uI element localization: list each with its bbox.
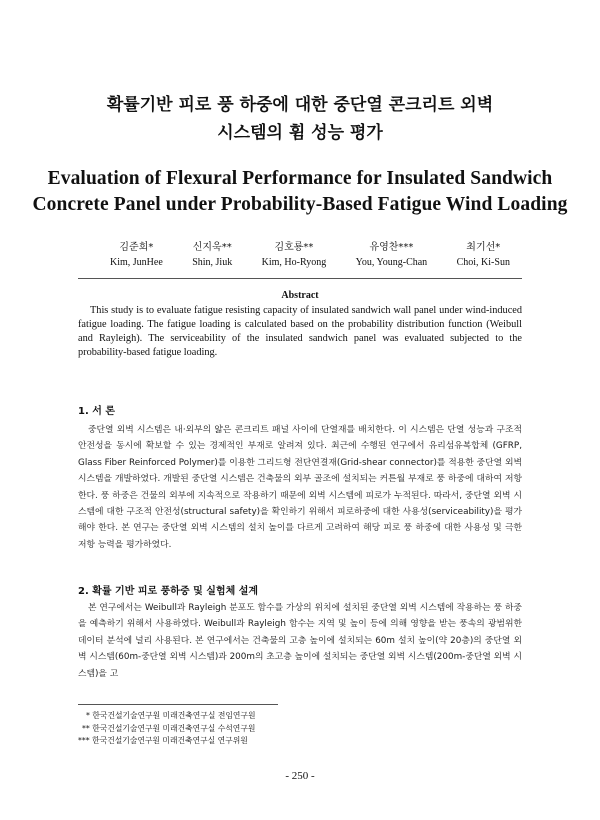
author-name-english: Choi, Ki-Sun <box>456 257 510 268</box>
author <box>356 240 428 270</box>
author-name-english: Shin, Jiuk <box>192 257 233 268</box>
footnotes <box>78 710 522 748</box>
section-1-heading: 1. 서 론 <box>78 406 116 417</box>
footnote-1: * 한국건설기술연구원 미래건축연구실 전임연구원 <box>86 711 256 720</box>
author-list <box>110 240 510 270</box>
page-number: - 250 - <box>285 770 315 782</box>
author-name-english: You, Young-Chan <box>355 257 428 268</box>
title-english-line-2: Concrete Panel under Probability-Based Fatigue Wind Loading <box>32 194 568 215</box>
title-korean-line-2: 시스템의 휨 성능 평가 <box>217 123 383 143</box>
author-name-korean: 김준희* <box>119 242 154 253</box>
section-1-paragraph: 중단열 외벽 시스템은 내·외부의 얇은 콘크리트 패널 사이에 단열재를 배치한다. 이 시스템은 단열 성능과 구조적 안전성을 동시에 확보할 수 있는 경제적인 부재로 알려져 있다. 최근에 수행된 연구에서 유리섬유복합체 (GFRP, Glass Fiber Reinforced Polymer)를 이용한 그리드형 전단연결재(Grid-shear connector)를 적용한 중단열 외벽 시스템을 개발하였다. 개발된 중단열 시스템은 건축물의 외부 골조에 설치되는 커튼월 부재로 풍 하중에 대하여 저항한다. 풍 하중은 건물의 외부에 지속적으로 작용하기 때문에 외벽 시스템에 피로가 누적된다. 따라서, 중단열 외벽 시스템에 대한 구조적 안전성(structural safety)을 확인하기 위해서 피로하중에 대한 사용성(serviceability)을 평가해야 한다. 본 연구는 중단열 외벽 시스템의 설치 높이를 다르게 고려하여 해당 피로 풍 하중에 대한 사용성 및 극한 저항 능력을 평가하였다. <box>78 425 522 550</box>
author <box>110 240 163 270</box>
title-english-line-1: Evaluation of Flexural Performance for Insulated Sandwich <box>47 168 553 189</box>
author-name-english: Kim, Ho-Ryong <box>261 257 327 268</box>
author <box>457 240 510 270</box>
title-korean-line-1: 확률기반 피로 풍 하중에 대한 중단열 콘크리트 외벽 <box>106 95 494 115</box>
footnote-3: *** 한국건설기술연구원 미래건축연구실 연구위원 <box>78 736 248 745</box>
author-name-korean: 최기선* <box>466 242 501 253</box>
divider-line <box>78 278 522 279</box>
footnote-divider <box>78 704 278 705</box>
author-name-korean: 김호룡** <box>274 242 314 253</box>
author <box>192 240 232 270</box>
author-name-english: Kim, JunHee <box>110 257 163 268</box>
author-name-korean: 유영찬*** <box>369 242 414 253</box>
author-name-korean: 신지욱** <box>192 242 232 253</box>
author <box>262 240 327 270</box>
section-2-paragraph: 본 연구에서는 Weibull과 Rayleigh 분포도 함수를 가상의 위치에 설치된 중단열 외벽 시스템에 작용하는 풍 하중을 예측하기 위해서 사용하였다. Weibull과 Rayleigh 함수는 지역 및 높이 등에 의해 영향을 받는 풍속의 광범위한 데이터 분석에 널리 사용된다. 본 연구에서는 건축물의 고층 높이에 설치되는 60m 설치 높이(약 20층)의 중단열 외벽 시스템(60m-중단열 외벽 시스템)과 200m의 초고층 높이에 설치되는 중단열 외벽 시스템(200m-중단열 외벽 시스템)을 고 <box>78 603 522 679</box>
abstract-heading: Abstract <box>281 290 319 301</box>
section-2-heading: 2. 확률 기반 피로 풍하중 및 실험체 설계 <box>78 586 259 597</box>
abstract-text: This study is to evaluate fatigue resisting capacity of insulated sandwich wall panel under wind-induced fatigue loading. The fatigue loading is calculated based on the probability distribution function (Weibull and Rayleigh). The serviceability of the insulated sandwich panel was evaluated subjected to the probability-based fatigue loading. <box>78 305 522 358</box>
footnote-2: ** 한국건설기술연구원 미래건축연구실 수석연구원 <box>82 723 256 733</box>
